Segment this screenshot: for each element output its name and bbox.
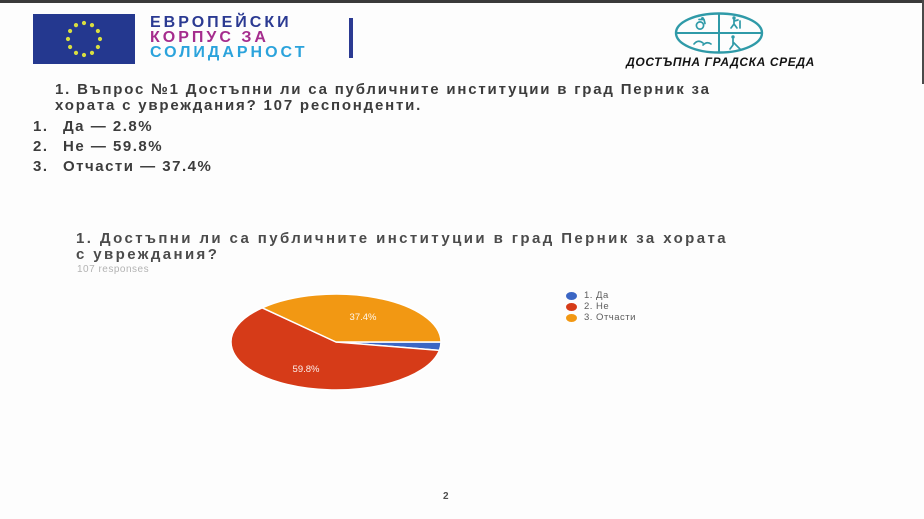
eu-logo-line-3: СОЛИДАРНОСТ (150, 44, 308, 61)
pie-label-ne: 59.8% (292, 364, 320, 375)
legend-label: 1. Да (584, 290, 609, 301)
legend-item-da (566, 291, 636, 300)
chart-title-line-2: с увреждания? (76, 246, 220, 263)
eu-flag-icon (33, 14, 135, 69)
accessible-city-logo-icon (673, 11, 765, 60)
question-heading (55, 82, 711, 114)
eu-logo-wordmark (150, 15, 307, 60)
answer-item-da (33, 118, 212, 134)
question-heading-line-1: 1. Въпрос №1 Достъпни ли са публичните институции в град Перник за (55, 81, 711, 98)
legend-item-otchasti (566, 313, 636, 322)
page-number: 2 (443, 491, 449, 502)
chart-responses-count: 107 responses (77, 264, 150, 275)
legend-label: 2. Не (584, 301, 610, 312)
pie-chart (228, 291, 444, 396)
legend-label: 3. Отчасти (584, 312, 636, 323)
legend-dot-icon (566, 314, 577, 322)
chart-title-line-1: 1. Достъпни ли са публичните институции в град Перник за хората (76, 230, 728, 247)
eu-logo-line-2: КОРПУС ЗА (150, 29, 269, 46)
legend-item-ne (566, 302, 636, 311)
chart-legend (566, 291, 636, 324)
accessible-city-logo-caption: ДОСТЪПНА ГРАДСКА СРЕДА (626, 55, 815, 69)
pie-label-otchasti: 37.4% (349, 312, 377, 323)
answer-list (33, 118, 212, 178)
eu-logo-line-1: ЕВРОПЕЙСКИ (150, 14, 292, 31)
answer-item-otchasti (33, 158, 212, 174)
scan-top-edge (0, 0, 924, 3)
answer-label: Да — 2.8% (63, 118, 154, 135)
legend-dot-icon (566, 303, 577, 311)
legend-dot-icon (566, 292, 577, 300)
question-heading-line-2: хората с увреждания? 107 респонденти. (55, 97, 423, 114)
answer-number: 2. (33, 138, 49, 155)
chart-title (76, 231, 728, 263)
answer-number: 1. (33, 118, 49, 135)
answer-item-ne (33, 138, 212, 154)
logo-separator (349, 18, 353, 58)
answer-label: Не — 59.8% (63, 138, 164, 155)
answer-label: Отчасти — 37.4% (63, 158, 213, 175)
answer-number: 3. (33, 158, 49, 175)
